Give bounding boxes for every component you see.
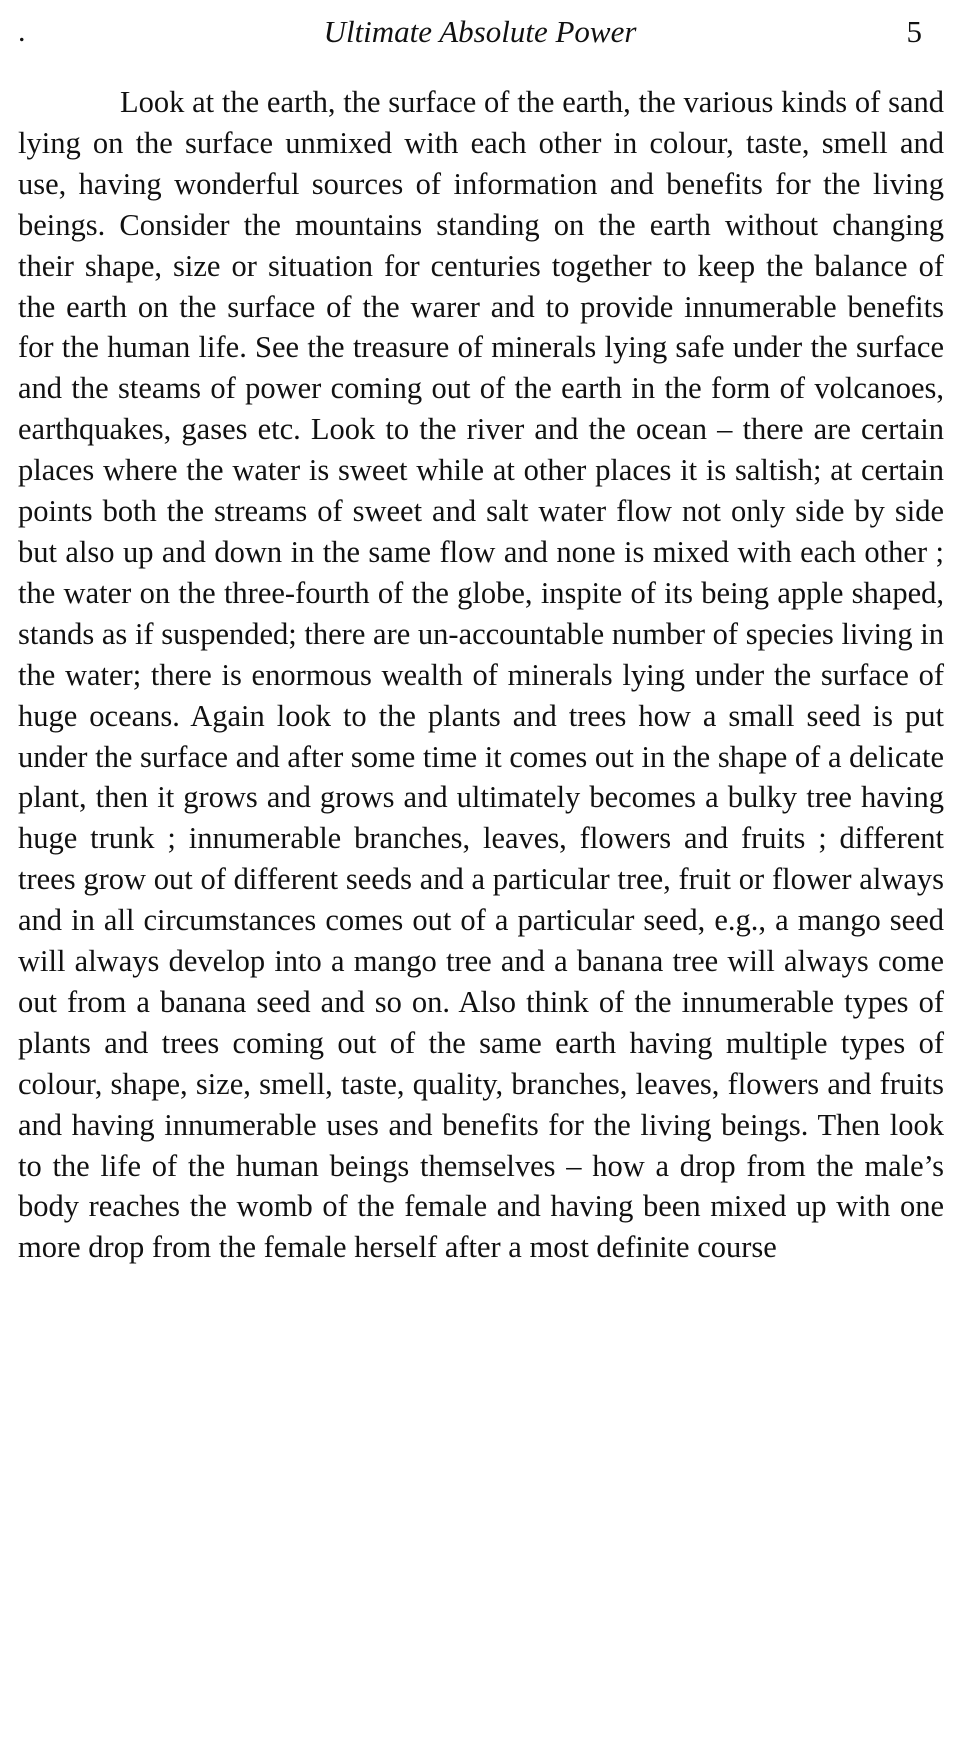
running-header [18,10,942,54]
header-dot: . [18,15,26,48]
body-paragraph: Look at the earth, the surface of the earth, the various kinds of sand lying on the surface unmixed with each other in colour, taste, smell and use, having wonderful sources of information and benefits for the living beings. Consider the mountains standing on the earth without changing their shape, size or situation for centuries together to keep the balance of the earth on the surface of the warer and to provide innumerable benefits for the human life. See the treasure of minerals lying safe under the surface and the steams of power coming out of the earth in the form of volcanoes, earthquakes, gases etc. Look to the river and the ocean – there are certain places where the water is sweet while at other places it is saltish; at certain points both the streams of sweet and salt water flow not only side by side but also up and down in the same flow and none is mixed with each other ; the water on the three-fourth of the globe, inspite of its being apple shaped, stands as if suspended; there are un-accountable number of species living in the water; there is enormous wealth of minerals lying under the surface of huge oceans. Again look to the plants and trees how a small seed is put under the surface and after some time it comes out in the shape of a delicate plant, then it grows and grows and ultimately becomes a bulky tree having huge trunk ; innumerable branches, leaves, flowers and fruits ; different trees grow out of different seeds and a particular tree, fruit or flower always and in all circumstances comes out of a particular seed, e.g., a mango seed will always develop into a mango tree and a banana tree will always come out from a banana seed and so on. Also think of the innumerable types of plants and trees coming out of the same earth having multiple types of colour, shape, size, smell, taste, quality, branches, leaves, flowers and fruits and having innumerable uses and benefits for the living beings. Then look to the life of the human beings themselves – how a drop from the male’s body reaches the womb of the female and having been mixed up with one more drop from the female herself after a most definite course [18,85,944,1265]
page-number: 5 [906,14,922,49]
running-title: Ultimate Absolute Power [323,14,637,49]
